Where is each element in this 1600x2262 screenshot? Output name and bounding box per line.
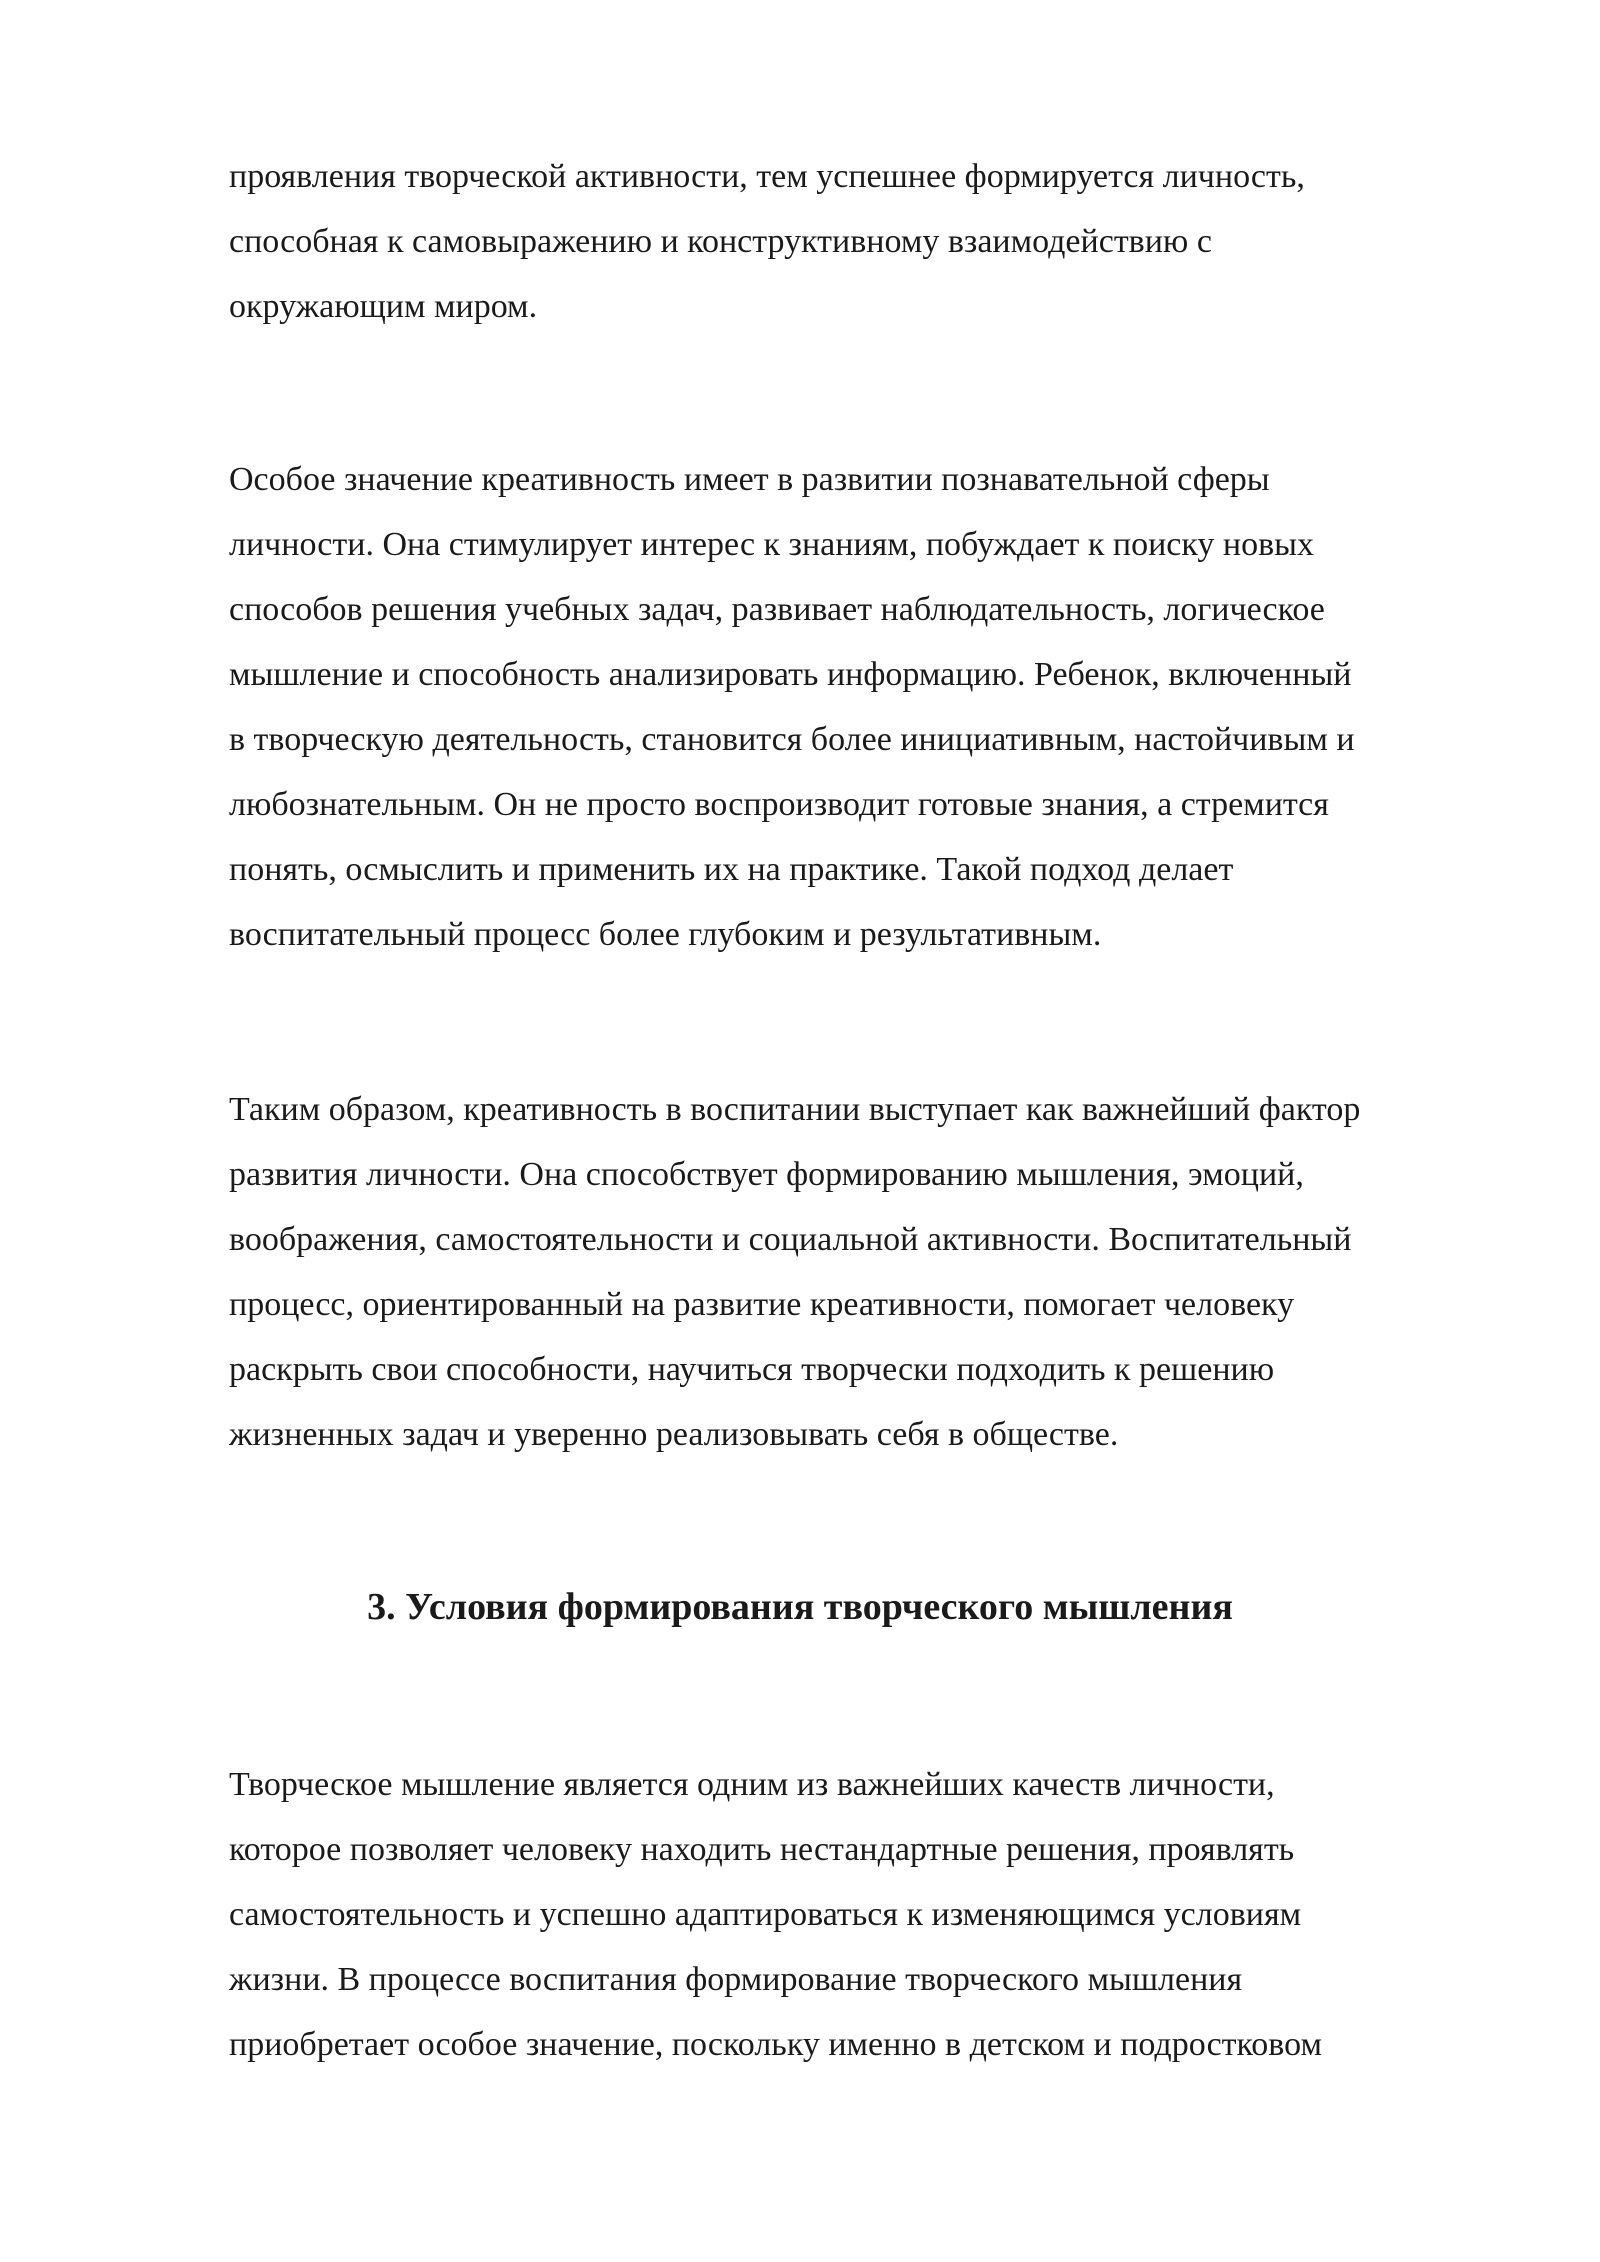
- text-line: воспитательный процесс более глубоким и результативным.: [229, 916, 1102, 953]
- paragraph: [229, 1077, 1529, 1467]
- paragraph: [229, 1752, 1529, 2077]
- section-heading: 3. Условия формирования творческого мышления: [367, 1586, 1233, 1628]
- text-line: жизненных задач и уверенно реализовывать себя в обществе.: [229, 1416, 1119, 1453]
- paragraph: [229, 144, 1529, 339]
- paragraph: [229, 447, 1529, 967]
- text-line: раскрыть свои способности, научиться творчески подходить к решению: [229, 1351, 1275, 1388]
- text-line: процесс, ориентированный на развитие креативности, помогает человеку: [229, 1286, 1295, 1323]
- text-line: способная к самовыражению и конструктивному взаимодействию с: [229, 223, 1212, 260]
- text-line: Творческое мышление является одним из важнейших качеств личности,: [229, 1766, 1275, 1803]
- text-line: самостоятельность и успешно адаптироваться к изменяющимся условиям: [229, 1896, 1302, 1933]
- text-line: жизни. В процессе воспитания формирование творческого мышления: [229, 1961, 1243, 1998]
- text-line: мышление и способность анализировать информацию. Ребенок, включенный: [229, 656, 1352, 693]
- text-line: которое позволяет человеку находить нестандартные решения, проявлять: [229, 1831, 1295, 1868]
- text-line: в творческую деятельность, становится более инициативным, настойчивым и: [229, 721, 1355, 758]
- text-line: Особое значение креативность имеет в развитии познавательной сферы: [229, 461, 1270, 498]
- text-line: приобретает особое значение, поскольку именно в детском и подростковом: [229, 2026, 1322, 2063]
- text-line: Таким образом, креативность в воспитании выступает как важнейший фактор: [229, 1091, 1361, 1128]
- text-line: окружающим миром.: [229, 288, 538, 325]
- text-line: развития личности. Она способствует формированию мышления, эмоций,: [229, 1156, 1304, 1193]
- text-line: проявления творческой активности, тем успешнее формируется личность,: [229, 158, 1305, 195]
- text-line: способов решения учебных задач, развивает наблюдательность, логическое: [229, 591, 1325, 628]
- text-line: понять, осмыслить и применить их на практике. Такой подход делает: [229, 851, 1234, 888]
- text-line: личности. Она стимулирует интерес к знаниям, побуждает к поиску новых: [229, 526, 1315, 563]
- text-line: воображения, самостоятельности и социальной активности. Воспитательный: [229, 1221, 1352, 1258]
- text-line: любознательным. Он не просто воспроизводит готовые знания, а стремится: [229, 786, 1329, 823]
